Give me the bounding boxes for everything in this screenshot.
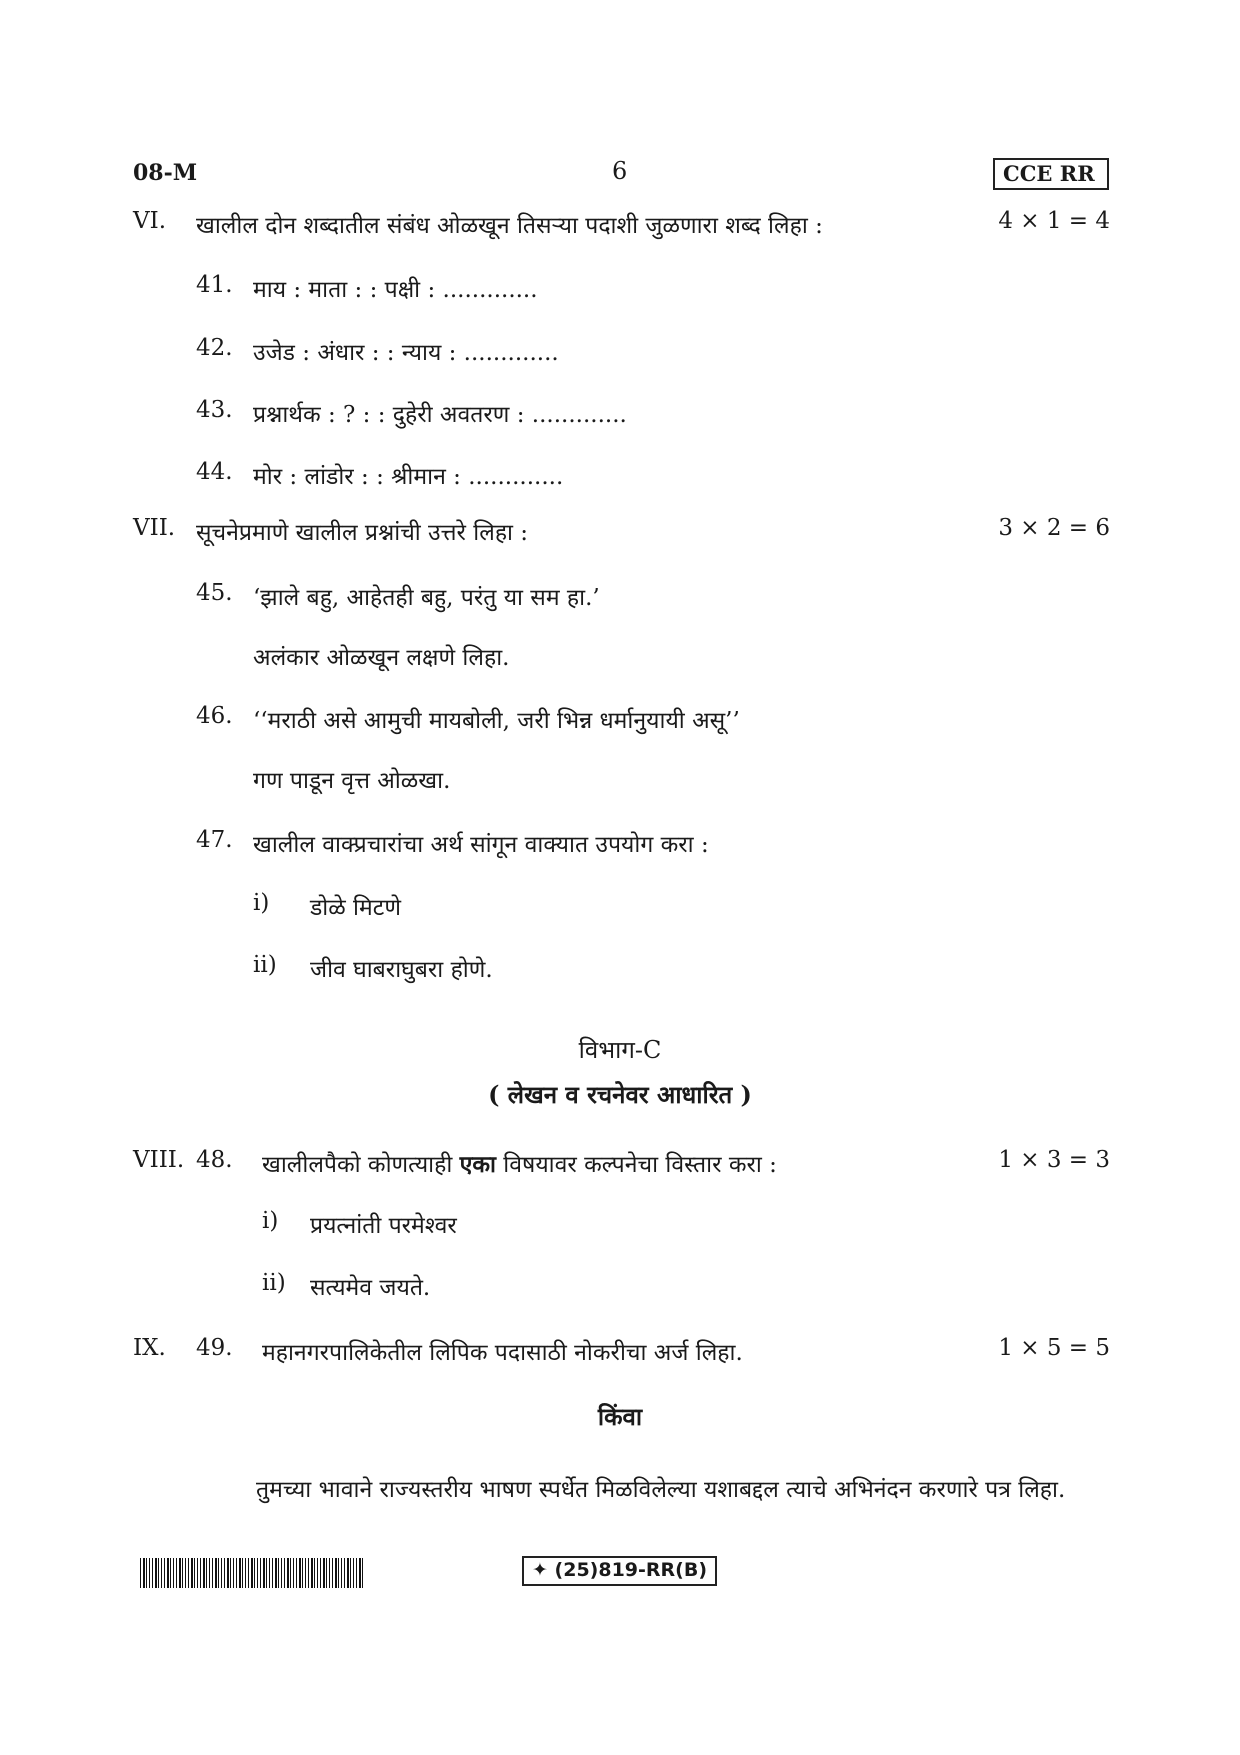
q42-number: 42. (196, 335, 233, 361)
section-vii-instruction: सूचनेप्रमाणे खालील प्रश्नांची उत्तरे लिहा : (196, 520, 529, 546)
q47-number: 47. (196, 827, 233, 853)
section-c-title: विभाग-C (578, 1036, 662, 1064)
q44-number: 44. (196, 459, 233, 485)
q46-number: 46. (196, 703, 233, 729)
q48-instruction (262, 1147, 777, 1179)
q48-option-ii-text: सत्यमेव जयते. (310, 1275, 431, 1301)
q48-option-i-label: i) (262, 1208, 279, 1234)
q47-option-ii-label: ii) (253, 952, 277, 978)
section-c-subtitle: ( लेखन व रचनेवर आधारित ) (488, 1080, 752, 1109)
q45-instruction: अलंकार ओळखून लक्षणे लिहा. (253, 645, 510, 671)
section-vi-label: VI. (133, 208, 167, 234)
question-paper-code: (25)819-RR(B) (554, 1559, 708, 1581)
section-vi-instruction: खालील दोन शब्दातील संबंध ओळखून तिसऱ्या पदाशी जुळणारा शब्द लिहा : (196, 213, 823, 239)
q46-instruction: गण पाडून वृत्त ओळखा. (253, 768, 451, 794)
star-icon: ✦ (532, 1559, 548, 1581)
section-vi-marks: 4 × 1 = 4 (998, 208, 1110, 234)
q42-text: उजेड : अंधार : : न्याय : ............. (253, 340, 559, 366)
exam-code-box: CCE RR (993, 158, 1109, 190)
q46-quote: ‘‘मराठी असे आमुची मायबोली, जरी भिन्न धर्मानुयायी असू’’ (253, 708, 740, 734)
q48-number: 48. (196, 1147, 233, 1173)
q47-option-i-label: i) (253, 890, 270, 916)
q41-text: माय : माता : : पक्षी : ............. (253, 277, 538, 303)
section-vii-label: VII. (133, 515, 176, 541)
q48-option-ii-label: ii) (262, 1270, 286, 1296)
q49-instruction: महानगरपालिकेतील लिपिक पदासाठी नोकरीचा अर्ज लिहा. (262, 1340, 743, 1366)
q49-number: 49. (196, 1335, 233, 1361)
q43-text: प्रश्नार्थक : ? : : दुहेरी अवतरण : ............. (253, 402, 627, 428)
page-number: 6 (612, 157, 628, 185)
section-viii-label: VIII. (133, 1147, 185, 1173)
q48-instruction-pre: खालीलपैको कोणत्याही (262, 1152, 453, 1178)
q48-instruction-bold: एका (459, 1151, 496, 1178)
section-ix-label: IX. (133, 1335, 166, 1361)
section-vii-marks: 3 × 2 = 6 (998, 515, 1110, 541)
section-ix-marks: 1 × 5 = 5 (998, 1335, 1110, 1361)
q43-number: 43. (196, 397, 233, 423)
or-label: किंवा (597, 1402, 643, 1431)
barcode (140, 1558, 365, 1588)
q48-instruction-post: विषयावर कल्पनेचा विस्तार करा : (503, 1152, 777, 1178)
paper-code: 08-M (133, 160, 198, 186)
q45-number: 45. (196, 580, 233, 606)
q44-text: मोर : लांडोर : : श्रीमान : ............. (253, 464, 564, 490)
section-viii-marks: 1 × 3 = 3 (998, 1147, 1110, 1173)
q47-instruction: खालील वाक्प्रचारांचा अर्थ सांगून वाक्यात उपयोग करा : (253, 832, 709, 858)
q49-alternative-text: तुमच्या भावाने राज्यस्तरीय भाषण स्पर्धेत मिळविलेल्या यशाबद्दल त्याचे अभिनंदन करणारे पत्र लिहा. (256, 1477, 1066, 1503)
q48-option-i-text: प्रयत्नांती परमेश्वर (310, 1213, 457, 1239)
q41-number: 41. (196, 272, 233, 298)
q47-option-ii-text: जीव घाबराघुबरा होणे. (310, 957, 493, 983)
q45-quote: ‘झाले बहु, आहेतही बहु, परंतु या सम हा.’ (253, 585, 600, 611)
question-paper-code-box (522, 1556, 717, 1586)
q47-option-i-text: डोळे मिटणे (310, 895, 401, 921)
